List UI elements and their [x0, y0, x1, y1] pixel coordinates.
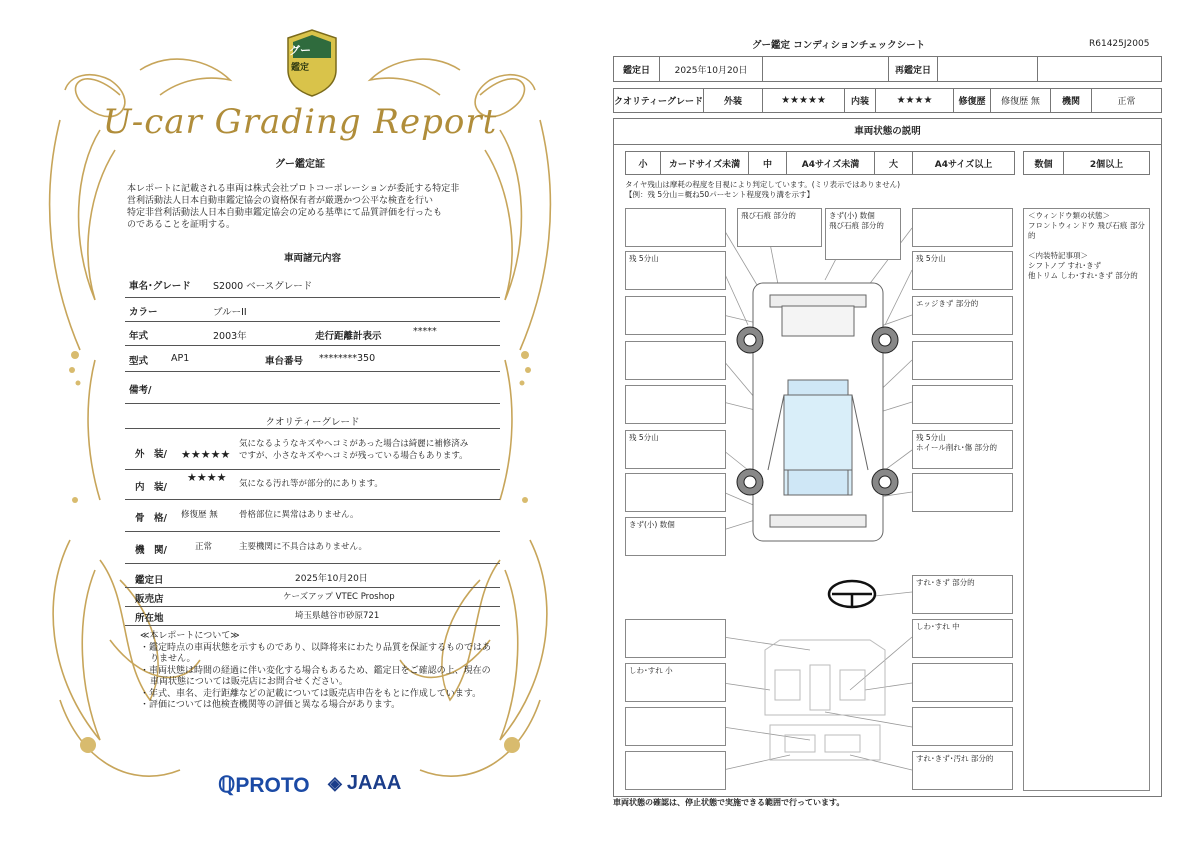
- condition-box-interior-top: [912, 619, 1013, 658]
- sheet-footer: 車両状態の確認は、停止状態で実施できる範囲で行っています。: [613, 798, 845, 807]
- legend-small-desc: カードサイズ未満: [661, 152, 749, 174]
- condition-text: ホイール削れ･傷 部分的: [916, 443, 997, 452]
- sheet-id: R61425J2005: [1089, 39, 1150, 49]
- address-row: [125, 607, 500, 626]
- cert-line: 特定非営利活動法人日本自動車鑑定協会の定める基準にて品質評価を行ったも: [127, 208, 443, 218]
- engine-note: 主要機関に不具合はありません。: [239, 542, 368, 552]
- condition-text: エッジきず 部分的: [916, 299, 979, 308]
- tire-note: タイヤ残山は摩耗の程度を目視により判定しています。(ミリ表示ではありません): [625, 180, 901, 189]
- note-item: ・評価については他検査機関等の評価と異なる場合があります。: [140, 700, 401, 710]
- address-value: 埼玉県越谷市砂原721: [295, 611, 380, 621]
- name-label: 車名･グレード: [129, 281, 191, 292]
- condition-box: [625, 619, 726, 658]
- condition-box: [912, 341, 1013, 380]
- inspection-date-label: 鑑定日: [614, 57, 660, 81]
- chassis-value: ********350: [319, 353, 376, 364]
- frame-value: 修復歴 無: [181, 510, 218, 520]
- condition-box-left-tire-rear: [625, 430, 726, 469]
- condition-box: [625, 385, 726, 424]
- condition-box-interior-left: [625, 663, 726, 702]
- condition-box: [625, 751, 726, 790]
- spec-row-remarks: [125, 372, 500, 404]
- quality-row-interior: [125, 470, 500, 500]
- condition-box-left-rear: [625, 517, 726, 556]
- cert-line: 営利活動法人日本自動車鑑定協会の資格保有者が厳選かつ公平な検査を行い: [127, 196, 434, 206]
- legend-medium: 中: [749, 152, 787, 174]
- spacer: [1028, 241, 1145, 251]
- jaaa-logo-text: JAAA: [346, 772, 402, 794]
- badge-top-text: グー: [289, 44, 311, 57]
- interior-note: 他トリム しわ･すれ･きず 部分的: [1028, 271, 1138, 280]
- exterior-note-2: ですが、小さなキズやヘコミが残っている場合もあります。: [239, 451, 468, 461]
- legend-large-desc: A4サイズ以上: [934, 159, 993, 170]
- interior-notes-title: ＜内装特記事項＞: [1028, 251, 1088, 260]
- window-interior-notes: [1023, 208, 1150, 791]
- color-label: カラー: [129, 307, 158, 318]
- window-title: ＜ウィンドウ類の状態＞: [1028, 211, 1111, 220]
- repair-history-label: 修復歴: [954, 89, 991, 112]
- condition-box-interior-bottom: [912, 751, 1013, 790]
- inspection-date-label: 鑑定日: [135, 575, 164, 586]
- condition-box-front: [737, 208, 822, 247]
- condition-text: 残 5分山: [916, 433, 946, 442]
- color-value: ブルーII: [213, 307, 247, 318]
- legend-count: 数個: [1024, 152, 1064, 174]
- condition-text: しわ･すれ 中: [916, 622, 960, 631]
- condition-box: [625, 296, 726, 335]
- jaaa-logo: ◈ JAAA: [328, 772, 402, 794]
- condition-box: [912, 707, 1013, 746]
- interior-stars: ★★★★: [187, 471, 227, 484]
- condition-text: すれ･きず･汚れ 部分的: [916, 754, 994, 763]
- cert-line: 本レポートに記載される車両は株式会社プロトコーポレーションが委託する特定非: [127, 184, 460, 194]
- empty-cell: [763, 57, 889, 81]
- address-label: 所在地: [135, 613, 164, 624]
- condition-box: [625, 473, 726, 512]
- engine-label: 機関: [1051, 89, 1092, 112]
- condition-box-right-tire-front: [912, 251, 1013, 290]
- engine-label: 機 関/: [135, 545, 167, 556]
- chassis-label: 車台番号: [265, 356, 304, 367]
- condition-box: [912, 663, 1013, 702]
- badge-bottom-text: 鑑定: [290, 63, 309, 73]
- certificate-body: [127, 183, 497, 231]
- condition-box: [625, 341, 726, 380]
- size-legend: [625, 151, 1015, 175]
- reinspection-date-label: 再鑑定日: [889, 57, 938, 81]
- spec-row-color: [125, 298, 500, 322]
- condition-text: 飛び石痕 部分的: [829, 221, 884, 230]
- frame-note: 骨格部位に異常はありません。: [239, 510, 359, 520]
- interior-stars: ★★★★: [876, 89, 954, 112]
- cert-line: のであることを証明する。: [127, 220, 236, 230]
- report-script-title: U-car Grading Report: [102, 102, 498, 142]
- quality-grade-row: [613, 88, 1162, 113]
- interior-label: 内 装/: [135, 482, 167, 493]
- note-item: ・車両状態は時間の経過に伴い変化する場合もあるため、鑑定日をご確認の上、現在の車両状態については販売店にお問合せください。: [140, 665, 491, 687]
- condition-box: [912, 473, 1013, 512]
- model-label: 型式: [129, 356, 149, 367]
- quality-row-frame: [125, 500, 500, 532]
- notes-title: ≪本レポートについて≫: [140, 631, 240, 641]
- inspection-date-row: [125, 568, 500, 588]
- condition-text: しわ･すれ 小: [629, 666, 673, 675]
- inspection-date-value: 2025年10月20日: [295, 574, 368, 584]
- exterior-note-1: 気になるようなキズやヘコミがあった場合は綺麗に補修済み: [239, 439, 469, 449]
- empty-cell: [1038, 57, 1161, 81]
- spec-row-year: [125, 322, 500, 346]
- quality-row-exterior: [125, 436, 500, 470]
- interior-note: 気になる汚れ等が部分的にあります。: [239, 479, 383, 489]
- condition-box: [625, 208, 726, 247]
- report-notes: [140, 631, 492, 712]
- proto-logo: ℚPROTO: [218, 772, 310, 797]
- inspection-date-value: 2025年10月20日: [660, 57, 763, 81]
- model-value: AP1: [171, 353, 190, 364]
- condition-text: 残 5分山: [916, 254, 946, 263]
- quality-divider: [125, 428, 500, 429]
- condition-box-steering: [912, 575, 1013, 614]
- spec-section-title: 車両諸元内容: [283, 253, 341, 264]
- tire-note-example: 【例：残 5分山＝概ね50パーセント程度残り溝を示す】: [625, 190, 815, 199]
- condition-box: [912, 385, 1013, 424]
- date-row: [613, 56, 1162, 82]
- condition-text: きず(小) 数個: [829, 211, 875, 220]
- condition-box: [625, 707, 726, 746]
- exterior-stars: ★★★★★: [181, 448, 231, 461]
- badge-label: [0, 38, 600, 73]
- exterior-label: 外装: [704, 89, 763, 112]
- condition-text: 飛び石痕 部分的: [741, 211, 796, 220]
- quality-section-title: クオリティーグレード: [265, 417, 360, 428]
- spec-row-model: [125, 346, 500, 372]
- condition-text: きず(小) 数個: [629, 520, 675, 529]
- remarks-label: 備考/: [129, 385, 152, 396]
- dealer-value: ケーズアップ VTEC Proshop: [283, 592, 395, 602]
- reinspection-date-value: [938, 57, 1038, 81]
- section-title: 車両状態の説明: [614, 119, 1161, 145]
- interior-note: シフトノブ すれ･きず: [1028, 261, 1102, 270]
- sheet-title: グー鑑定 コンディションチェックシート: [752, 40, 926, 51]
- condition-box-right-edge: [912, 296, 1013, 335]
- count-legend: [1023, 151, 1150, 175]
- legend-small: 小: [626, 152, 661, 174]
- mileage-value: *****: [413, 326, 437, 337]
- legend-count-desc: 2個以上: [1089, 159, 1124, 170]
- frame-label: 骨 格/: [135, 513, 167, 524]
- window-value: フロントウィンドウ 飛び石痕 部分的: [1028, 221, 1145, 240]
- quality-row-engine: [125, 532, 500, 564]
- year-value: 2003年: [213, 331, 247, 342]
- condition-box-right-tire-rear: [912, 430, 1013, 469]
- dealer-label: 販売店: [135, 594, 164, 605]
- proto-logo-text: PROTO: [235, 774, 310, 797]
- condition-box: [912, 208, 1013, 247]
- condition-box-left-tire-front: [625, 251, 726, 290]
- note-item: ・年式、車名、走行距離などの記載については販売店申告をもとに作成しています。: [140, 688, 482, 699]
- legend-large: 大: [875, 152, 913, 174]
- certificate-title: グー鑑定証: [275, 159, 325, 170]
- dealer-row: [125, 588, 500, 607]
- engine-value: 正常: [1117, 97, 1136, 107]
- legend-medium-desc: A4サイズ未満: [787, 152, 875, 174]
- quality-grade-label: クオリティーグレード: [614, 89, 704, 112]
- mileage-label: 走行距離計表示: [315, 331, 382, 342]
- exterior-stars: ★★★★★: [763, 89, 845, 112]
- condition-box-front-right: [825, 208, 901, 260]
- interior-label: 内装: [845, 89, 876, 112]
- condition-text: すれ･きず 部分的: [916, 578, 975, 587]
- note-item: ・鑑定時点の車両状態を示すものであり、以降将来にわたり品質を保証するものではありません。: [140, 642, 492, 664]
- engine-value: 正常: [195, 542, 213, 552]
- name-value: S2000 ベースグレード: [213, 281, 313, 292]
- exterior-label: 外 装/: [135, 449, 167, 460]
- repair-history-value: 修復歴 無: [991, 89, 1051, 112]
- condition-text: 残 5分山: [629, 254, 659, 263]
- spec-row-name: [125, 272, 500, 298]
- year-label: 年式: [129, 331, 149, 342]
- condition-text: 残 5分山: [629, 433, 659, 442]
